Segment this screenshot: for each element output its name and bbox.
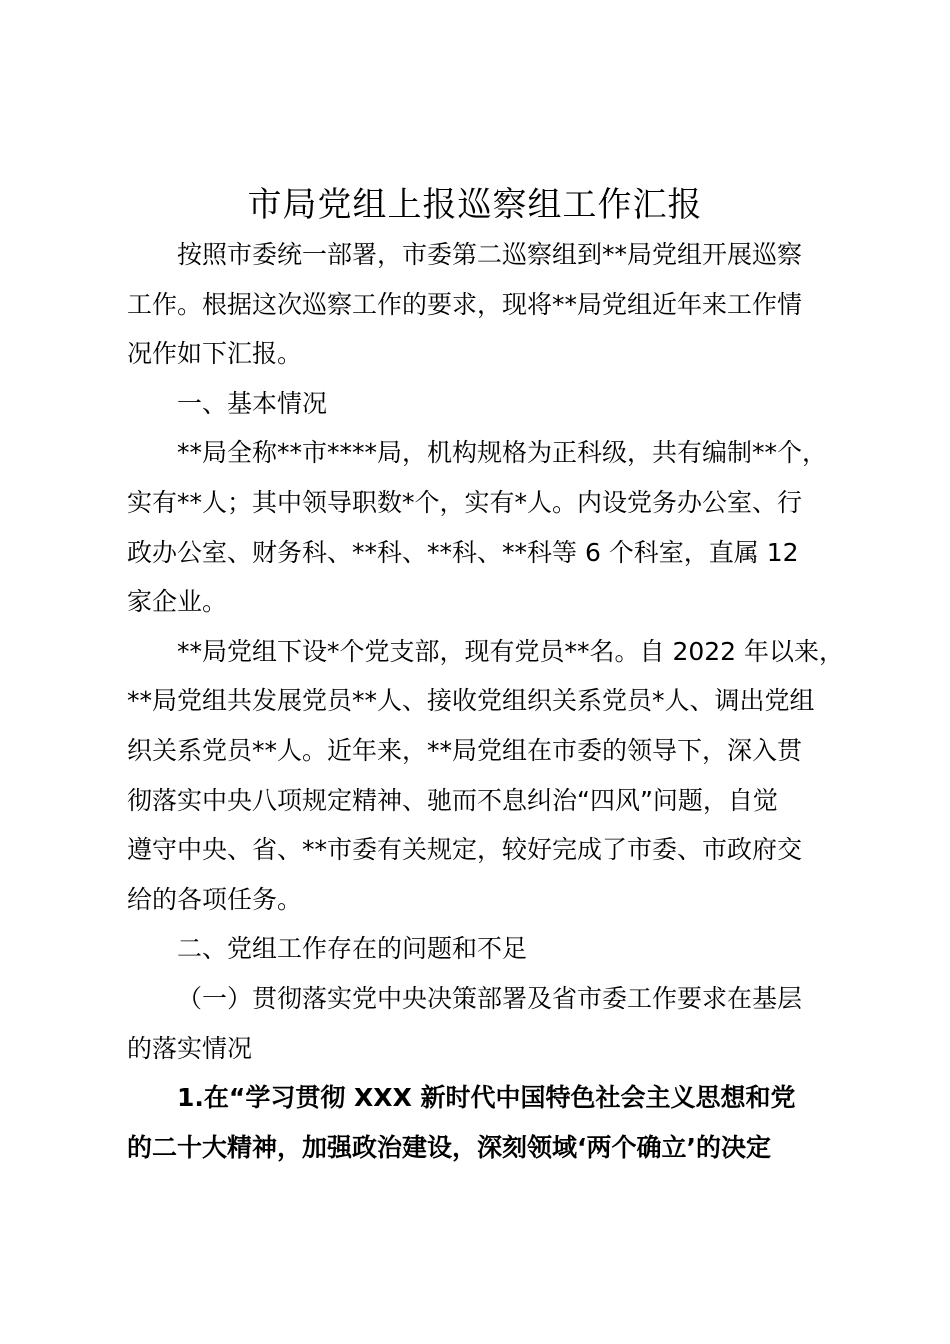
paragraph-line: 的二十大精神，加强政治建设，深刻领域‘两个确立’的决定 <box>127 1132 771 1162</box>
paragraph-line: 1.在“学习贯彻 XXX 新时代中国特色社会主义思想和党 <box>177 1083 796 1113</box>
paragraph-line: **局全称**市****局，机构规格为正科级，共有编制**个， <box>177 438 828 468</box>
paragraph-line: 按照市委统一部署，市委第二巡察组到**局党组开展巡察 <box>177 240 803 269</box>
paragraph-line: 工作。根据这次巡察工作的要求，现将**局党组近年来工作情 <box>127 289 803 319</box>
paragraph-line: 织关系党员**人。近年来，**局党组在市委的领导下，深入贯 <box>127 736 803 765</box>
paragraph-line: 的落实情况 <box>127 1033 253 1063</box>
paragraph-line: 二、党组工作存在的问题和不足 <box>177 934 528 964</box>
document-title: 市局党组上报巡察组工作汇报 <box>247 185 703 225</box>
paragraph-line: 政办公室、财务科、**科、**科、**科等 6 个科室，直属 12 <box>127 537 799 567</box>
paragraph-line: 实有**人；其中领导职数*个，实有*人。内设党务办公室、行 <box>127 488 803 517</box>
paragraph-line: （一）贯彻落实党中央决策部署及省市委工作要求在基层 <box>177 984 803 1013</box>
paragraph-line: 一、基本情况 <box>177 388 328 418</box>
paragraph-line: 家企业。 <box>127 587 228 617</box>
paragraph-line: 况作如下汇报。 <box>127 339 303 369</box>
paragraph-line: 彻落实中央八项规定精神、驰而不息纠治“四风”问题，自觉 <box>127 785 778 815</box>
paragraph-line: 给的各项任务。 <box>127 884 303 914</box>
paragraph-line: **局党组共发展党员**人、接收党组织关系党员*人、调出党组 <box>127 686 815 716</box>
paragraph-line: 遵守中央、省、**市委有关规定，较好完成了市委、市政府交 <box>127 835 803 865</box>
paragraph-line: **局党组下设*个党支部，现有党员**名。自 2022 年以来， <box>177 636 845 666</box>
